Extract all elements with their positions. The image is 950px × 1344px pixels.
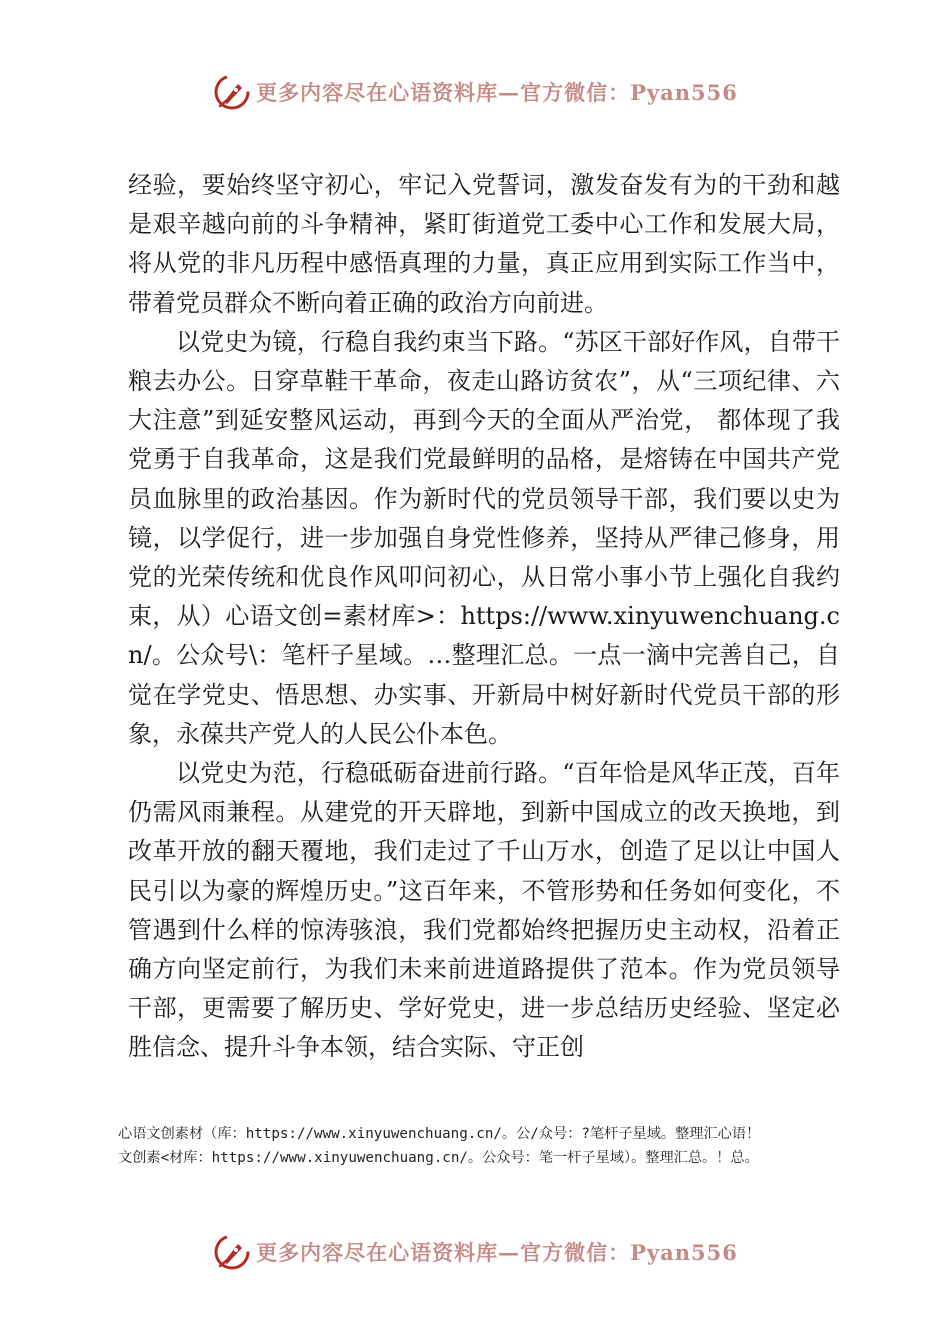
pen-nib-logo-icon bbox=[212, 1232, 252, 1272]
footer-banner-text: 更多内容尽在心语资料库—官方微信：Pyan556 bbox=[256, 1240, 738, 1265]
footnote-line: 文创素<材库：https://www.xinyuwenchuang.cn/。公众号：笔一杆子星域）。整理汇总。！总。 bbox=[118, 1150, 759, 1166]
pen-nib-logo-icon bbox=[212, 72, 252, 112]
paragraph: 经验，要始终坚守初心，牢记入党誓词，激发奋发有为的干劲和越是艰辛越向前的斗争精神，紧盯街道党工委中心工作和发展大局，将从党的非凡历程中感悟真理的力量，真正应用到实际工作当中，带着党员群众不断向着正确的政治方向前进。 bbox=[128, 171, 840, 317]
document-body bbox=[128, 166, 840, 1068]
header-banner bbox=[0, 70, 950, 114]
footnote bbox=[118, 1122, 878, 1170]
paragraph: 以党史为镜，行稳自我约束当下路。“苏区干部好作风，自带干粮去办公。日穿草鞋干革命，夜走山路访贫农”，从“三项纪律、六大注意”到延安整风运动，再到今天的全面从严治党， 都体现了我党勇于自我革命，这是我们党最鲜明的品格，是熔铸在中国共产党员血脉里的政治基因。作为新时代的党员领导干部，我们要以史为镜，以学促行，进一步加强自身党性修养，坚持从严律己修身，用党的光荣传统和优良作风叩问初心，从日常小事小节上强化自我约束，从）心语文创=素材库>：https://www.xinyuwenchuang.cn/。公众号\：笔杆子星域。…整理汇总。一点一滴中完善自己，自觉在学党史、悟思想、办实事、开新局中树好新时代党员干部的形象，永葆共产党人的人民公仆本色。 bbox=[128, 327, 840, 748]
paragraph: 以党史为范，行稳砥砺奋进前行路。“百年恰是风华正茂，百年仍需风雨兼程。从建党的开天辟地，到新中国成立的改天换地，到改革开放的翻天覆地，我们走过了千山万水，创造了足以让中国人民引以为豪的辉煌历史。”这百年来，不管形势和任务如何变化，不管遇到什么样的惊涛骇浪，我们党都始终把握历史主动权，沿着正确方向坚定前行，为我们未来前进道路提供了范本。作为党员领导干部，更需要了解历史、学好党史，进一步总结历史经验、坚定必胜信念、提升斗争本领，结合实际、守正创 bbox=[128, 759, 840, 1062]
header-banner-text: 更多内容尽在心语资料库—官方微信：Pyan556 bbox=[256, 80, 738, 105]
footnote-line: 心语文创素材（库：https://www.xinyuwenchuang.cn/。公/众号：?笔杆子星域。整理汇心语！ bbox=[118, 1126, 761, 1142]
footer-banner bbox=[0, 1230, 950, 1274]
